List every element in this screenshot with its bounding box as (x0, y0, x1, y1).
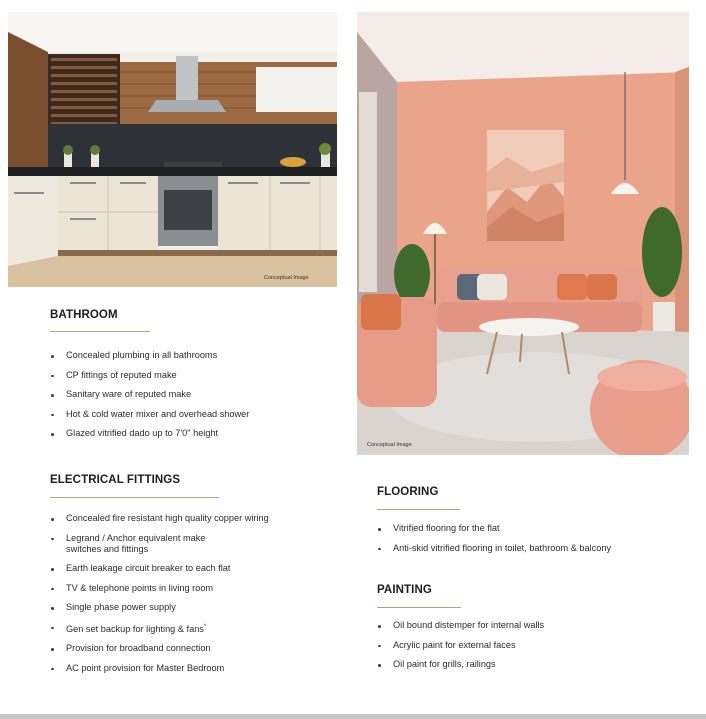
list-item (50, 622, 350, 635)
living-room-image (357, 12, 689, 455)
kitchen-caption: Conceptual Image (264, 275, 309, 281)
list-item: Concealed plumbing in all bathrooms (50, 350, 340, 361)
list-item (50, 533, 350, 555)
electrical-rule (50, 497, 219, 498)
list-item: Oil paint for grills, railings (377, 659, 697, 670)
footer-bar (0, 714, 706, 719)
flooring-title: FLOORING (377, 486, 439, 498)
list-item: Concealed fire resistant high quality copper wiring (50, 513, 350, 524)
list-item-line: switches and fittings (66, 543, 149, 554)
list-item-line: Legrand / Anchor equivalent make (66, 532, 206, 543)
flooring-rule (377, 509, 460, 510)
list-item: Oil bound distemper for internal walls (377, 620, 697, 631)
list-item: Vitrified flooring for the flat (377, 523, 697, 534)
list-item: Single phase power supply (50, 602, 350, 613)
list-item: AC point provision for Master Bedroom (50, 663, 350, 674)
list-item: Anti-skid vitrified flooring in toilet, bathroom & balcony (377, 543, 697, 554)
list-item-text: Gen set backup for lighting & fans (66, 623, 204, 634)
list-item: Sanitary ware of reputed make (50, 389, 340, 400)
bathroom-list (50, 350, 340, 439)
list-item: TV & telephone points in living room (50, 583, 350, 594)
painting-rule (377, 607, 461, 608)
list-item: Earth leakage circuit breaker to each flat (50, 563, 350, 574)
list-item: Glazed vitrified dado up to 7'0" height (50, 428, 340, 439)
list-item: Acrylic paint for external faces (377, 640, 697, 651)
living-room-caption: Conceptual Image (367, 442, 412, 448)
list-item: Hot & cold water mixer and overhead shower (50, 409, 340, 420)
kitchen-image (8, 12, 337, 287)
living-room-illustration (357, 12, 689, 455)
bathroom-rule (50, 331, 150, 332)
electrical-title: ELECTRICAL FITTINGS (50, 474, 181, 486)
electrical-list (50, 513, 350, 674)
painting-title: PAINTING (377, 584, 432, 596)
flooring-list (377, 523, 697, 554)
kitchen-illustration (8, 12, 337, 287)
footnote-mark: * (203, 623, 207, 630)
list-item: Provision for broadband connection (50, 643, 350, 654)
bathroom-title: BATHROOM (50, 309, 118, 321)
list-item: CP fittings of reputed make (50, 370, 340, 381)
painting-list (377, 620, 697, 670)
